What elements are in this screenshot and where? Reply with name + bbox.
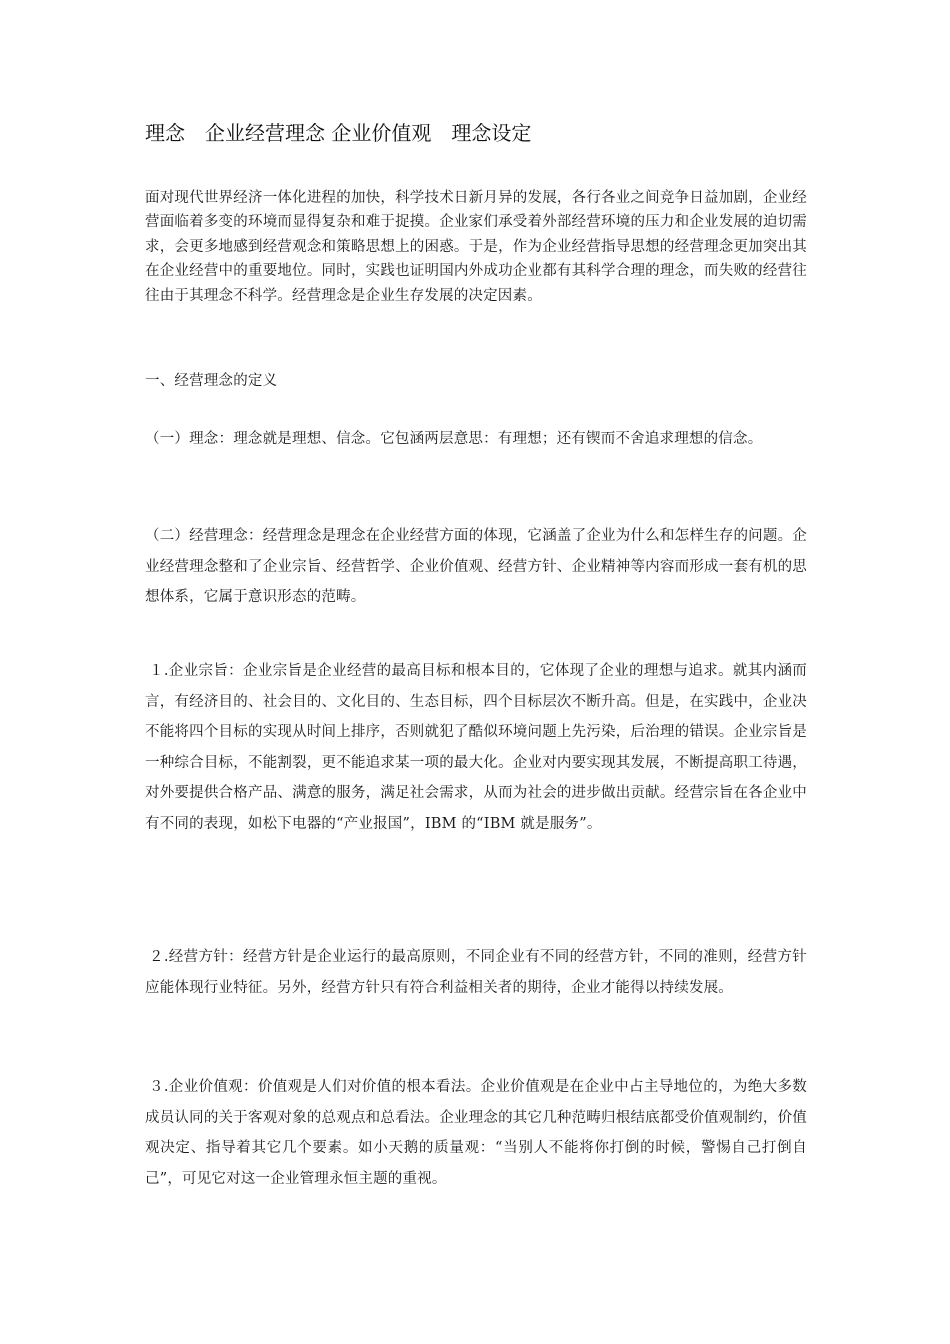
item-business-policy: ２.经营方针：经营方针是企业运行的最高原则，不同企业有不同的经营方针，不同的准则，经营方针应能体现行业特征。另外，经营方针只有符合利益相关者的期待，企业才能得以持续发展。 — [145, 949, 807, 996]
definition-concept-paragraph: （一）理念：理念就是理想、信念。它包涵两层意思：有理想；还有锲而不舍追求理想的信念。 — [145, 431, 763, 447]
definition-business-concept-paragraph: （二）经营理念：经营理念是理念在企业经营方面的体现，它涵盖了企业为什么和怎样生存的问题。企业经营理念整和了企业宗旨、经营哲学、企业价值观、经营方针、企业精神等内容而形成一套有机的思想体系，它属于意识形态的范畴。 — [145, 528, 807, 605]
item-enterprise-values: ３.企业价值观：价值观是人们对价值的根本看法。企业价值观是在企业中占主导地位的，为绝大多数成员认同的关于客观对象的总观点和总看法。企业理念的其它几种范畴归根结底都受价值观制约，价值观决定、指导着其它几个要素。如小天鹅的质量观：“当别人不能将你打倒的时候，警惕自己打倒自己”，可见它对这一企业管理永恒主题的重视。 — [145, 1079, 807, 1187]
document-title: 理念 企业经营理念 企业价值观 理念设定 — [145, 121, 532, 145]
item-enterprise-purpose: １.企业宗旨：企业宗旨是企业经营的最高目标和根本目的，它体现了企业的理想与追求。就其内涵而言，有经济目的、社会目的、文化目的、生态目标，四个目标层次不断升高。但是，在实践中，企业决不能将四个目标的实现从时间上排序，否则就犯了酷似环境问题上先污染，后治理的错误。企业宗旨是一种综合目标，不能割裂，更不能追求某一项的最大化。企业对内要实现其发展，不断提高职工待遇，对外要提供合格产品、满意的服务，满足社会需求，从而为社会的进步做出贡献。经营宗旨在各企业中有不同的表现，如松下电器的“产业报国”，IBM 的“IBM 就是服务”。 — [145, 663, 807, 832]
section-heading-definition: 一、经营理念的定义 — [145, 373, 278, 389]
intro-paragraph: 面对现代世界经济一体化进程的加快，科学技术日新月异的发展，各行各业之间竞争日益加剧，企业经营面临着多变的环境而显得复杂和难于捉摸。企业家们承受着外部经营环境的压力和企业发展的迫切需求，会更多地感到经营观念和策略思想上的困惑。于是，作为企业经营指导思想的经营理念更加突出其在企业经营中的重要地位。同时，实践也证明国内外成功企业都有其科学合理的理念，而失败的经营往往由于其理念不科学。经营理念是企业生存发展的决定因素。 — [145, 190, 807, 304]
